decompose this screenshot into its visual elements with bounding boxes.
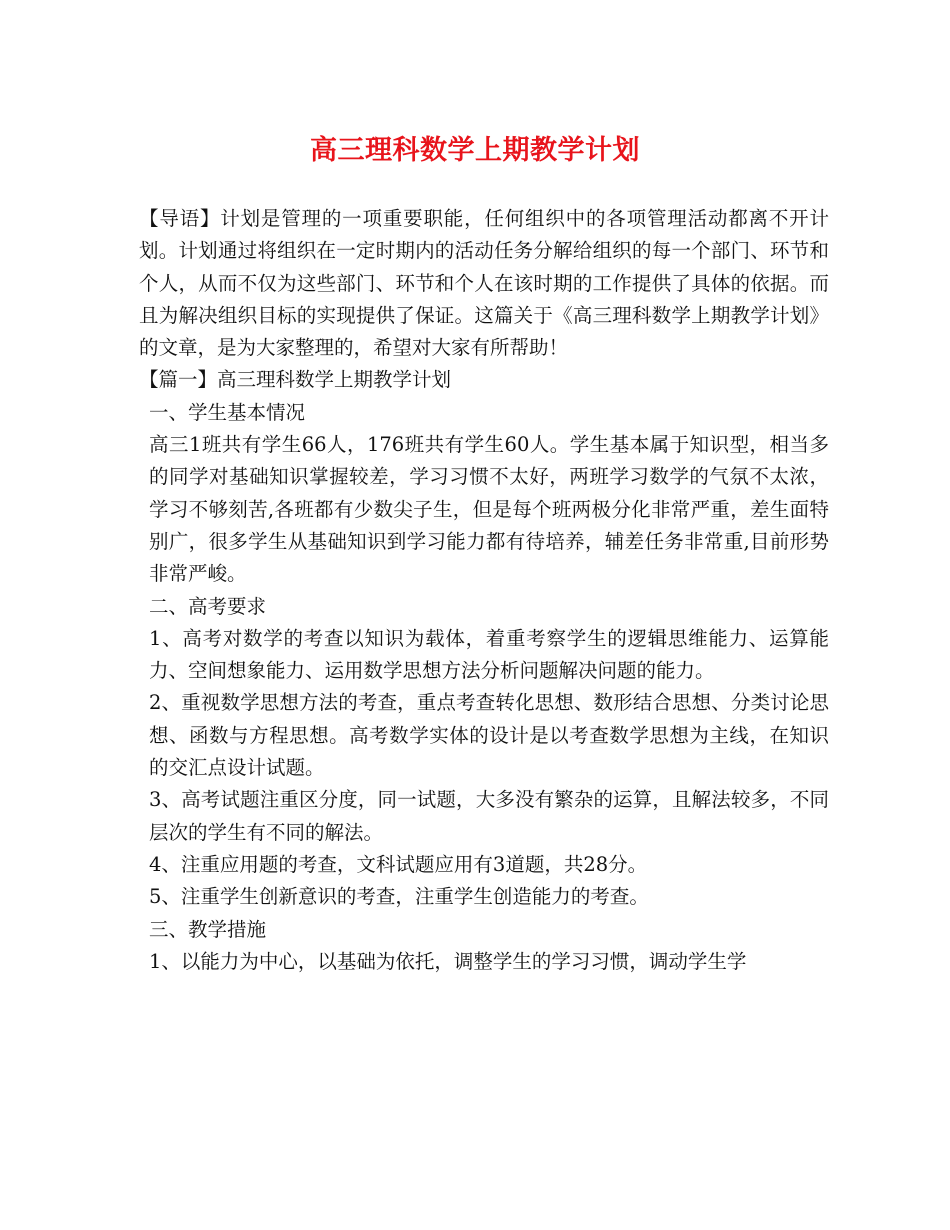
requirement-item-3: 3、高考试题注重区分度，同一试题，大多没有繁杂的运算，且解法较多，不同层次的学生有不同的解法。 bbox=[149, 788, 829, 844]
requirement-item-2: 2、重视数学思想方法的考查，重点考查转化思想、数形结合思想、分类讨论思想、函数与方程思想。高考数学实体的设计是以考查数学思想为主线，在知识的交汇点设计试题。 bbox=[149, 691, 829, 780]
requirement-item-4: 4、注重应用题的考查，文科试题应用有3道题，共28分。 bbox=[149, 852, 648, 876]
requirement-item-1: 1、高考对数学的考查以知识为载体，着重考察学生的逻辑思维能力、运算能力、空间想象能力、运用数学思想方法分析问题解决问题的能力。 bbox=[149, 626, 829, 683]
students-paragraph: 高三1班共有学生66人，176班共有学生60人。学生基本属于知识型，相当多的同学对基础知识掌握较差，学习习惯不太好，两班学习数学的气氛不太浓，学习不够刻苦,各班都有少数尖子生，但是每个班两极分化非常严重，差生面特别广，很多学生从基础知识到学习能力都有待培养，辅差任务非常重,目前形势非常严峻。 bbox=[149, 433, 829, 586]
section-heading-teaching-measures: 三、教学措施 bbox=[149, 917, 267, 941]
document-title: 高三理科数学上期教学计划 bbox=[310, 135, 640, 166]
document-body bbox=[139, 203, 829, 978]
section-heading-students: 一、学生基本情况 bbox=[149, 400, 306, 424]
intro-paragraph: 【导语】计划是管理的一项重要职能，任何组织中的各项管理活动都离不开计划。计划通过将组织在一定时期内的活动任务分解给组织的每一个部门、环节和个人，从而不仅为这些部门、环节和个人在该时期的工作提供了具体的依据。而且为解决组织目标的实现提供了保证。这篇关于《高三理科数学上期教学计划》的文章，是为大家整理的，希望对大家有所帮助！ bbox=[139, 207, 829, 360]
section-heading-part-one: 【篇一】高三理科数学上期教学计划 bbox=[139, 368, 452, 392]
measure-item-1: 1、以能力为中心，以基础为依托，调整学生的学习习惯，调动学生学 bbox=[149, 949, 747, 973]
section-heading-exam-requirements: 二、高考要求 bbox=[149, 594, 267, 618]
requirement-item-5: 5、注重学生创新意识的考查，注重学生创造能力的考查。 bbox=[149, 885, 649, 909]
